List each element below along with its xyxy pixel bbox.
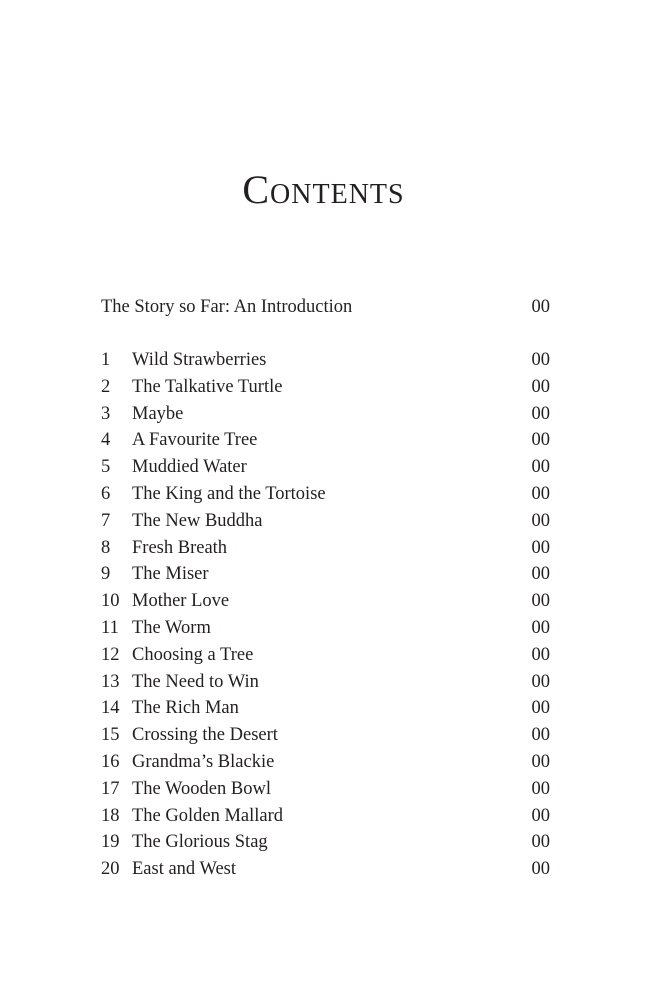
toc-entry [101, 616, 550, 643]
toc-entry-title: Crossing the Desert [132, 725, 278, 746]
toc-entry-page: 00 [531, 403, 550, 424]
toc-entry-title: A Favourite Tree [132, 430, 258, 451]
toc-entry [101, 589, 550, 616]
toc-entry-page: 00 [531, 778, 550, 799]
toc-entry-title: The Miser [132, 564, 209, 585]
toc-entry-title: The Wooden Bowl [132, 778, 271, 799]
toc-entry-number: 11 [101, 617, 119, 638]
toc-entry [101, 428, 550, 455]
toc-entry [101, 348, 550, 375]
toc-entry-title: The Worm [132, 617, 211, 638]
toc-chapter-list [101, 348, 550, 884]
toc-entry [101, 804, 550, 831]
toc-entry-number: 12 [101, 644, 120, 665]
toc-entry-page: 00 [531, 832, 550, 853]
toc-entry-page: 00 [531, 751, 550, 772]
toc-entry-title: The Rich Man [132, 698, 239, 719]
toc-entry-title: The Story so Far: An Introduction [101, 297, 353, 317]
toc-entry-title: The New Buddha [132, 510, 263, 531]
toc-entry-page: 00 [531, 725, 550, 746]
toc-entry-title: Mother Love [132, 591, 230, 612]
toc-entry [101, 562, 550, 589]
toc-entry-page: 00 [531, 805, 550, 826]
toc-entry-page: 00 [531, 483, 550, 504]
toc-entry-title: Choosing a Tree [132, 644, 254, 665]
toc-entry [101, 482, 550, 509]
toc-entry-page: 00 [531, 510, 550, 531]
toc-entry-title: East and West [132, 859, 237, 880]
toc-entry [101, 777, 550, 804]
toc-entry-number: 9 [101, 564, 111, 585]
toc-entry-title: The Glorious Stag [132, 832, 268, 853]
toc-entry [101, 670, 550, 697]
toc-entry-page: 00 [531, 859, 550, 880]
toc-entry [101, 536, 550, 563]
toc-entry-page: 00 [531, 297, 550, 317]
toc-entry-number: 13 [101, 671, 120, 692]
toc-entry-number: 5 [101, 457, 111, 478]
toc-entry-number: 3 [101, 403, 111, 424]
toc-entry-number: 18 [101, 805, 120, 826]
toc-entry-number: 16 [101, 751, 120, 772]
page-title: Contents [242, 167, 405, 212]
toc-entry-page: 00 [531, 457, 550, 478]
toc-entry [101, 723, 550, 750]
toc-entry-title: Grandma’s Blackie [132, 751, 275, 772]
toc-entry-number: 17 [101, 778, 120, 799]
toc-entry [101, 857, 550, 884]
toc-entry-title: The King and the Tortoise [132, 483, 326, 504]
toc-entry-title: Muddied Water [132, 457, 247, 478]
toc-entry-page: 00 [531, 350, 550, 370]
toc-entry-page: 00 [531, 430, 550, 451]
toc-entry-page: 00 [531, 698, 550, 719]
toc-entry [101, 750, 550, 777]
toc-entry-number: 4 [101, 430, 111, 451]
toc-entry-title: Fresh Breath [132, 537, 228, 558]
toc-entry-number: 10 [101, 591, 120, 612]
toc-entry-number: 1 [101, 350, 111, 370]
toc-entry [101, 643, 550, 670]
toc-entry [101, 509, 550, 536]
toc-entry [101, 455, 550, 482]
toc-entry-page: 00 [531, 591, 550, 612]
toc-entry-title: The Need to Win [132, 671, 259, 692]
toc-entry-page: 00 [531, 564, 550, 585]
toc-entry-title: Maybe [132, 403, 184, 424]
toc-entry-number: 15 [101, 725, 120, 746]
toc-intro-entry [101, 295, 550, 319]
toc-entry [101, 830, 550, 857]
toc-entry-page: 00 [531, 376, 550, 397]
toc-entry-title: The Golden Mallard [132, 805, 284, 826]
toc-entry [101, 402, 550, 429]
toc-entry [101, 375, 550, 402]
toc-entry-page: 00 [531, 537, 550, 558]
toc-entry-number: 8 [101, 537, 111, 558]
toc-entry-page: 00 [531, 617, 550, 638]
toc-entry-number: 2 [101, 376, 111, 397]
toc-entry-number: 7 [101, 510, 111, 531]
toc-entry-number: 14 [101, 698, 120, 719]
toc-entry-number: 19 [101, 832, 120, 853]
toc-entry-page: 00 [531, 644, 550, 665]
toc-entry-title: The Talkative Turtle [132, 376, 283, 397]
toc-entry-page: 00 [531, 671, 550, 692]
toc-entry-number: 6 [101, 483, 111, 504]
toc-entry-number: 20 [101, 859, 120, 880]
toc-entry [101, 696, 550, 723]
toc-entry-title: Wild Strawberries [132, 350, 267, 370]
